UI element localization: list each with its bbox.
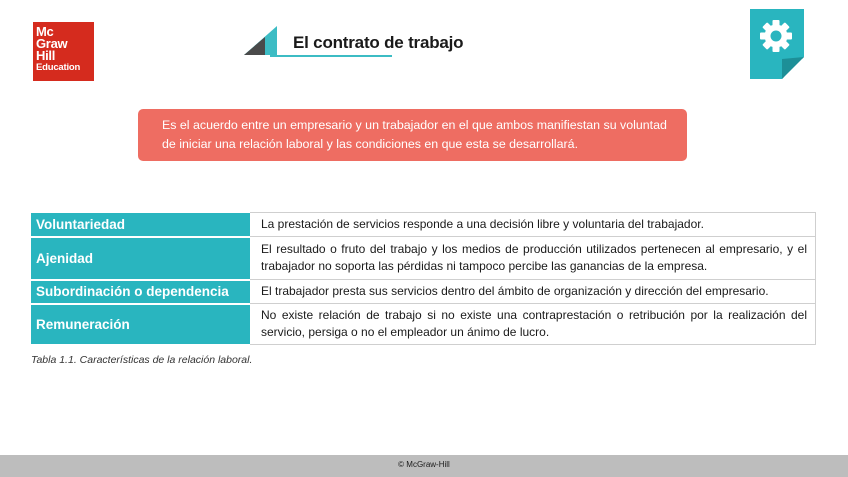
logo-line-4: Education (36, 62, 81, 73)
table-caption: Tabla 1.1. Características de la relación laboral. (31, 354, 253, 366)
row-definition: El resultado o fruto del trabajo y los medios de producción utilizados pertenecen al empresario, y el trabajador no soporta las pérdidas ni tampoco percibe las ganancias de la empresa. (250, 237, 816, 280)
row-term: Remuneración (31, 304, 250, 345)
title-decoration-icon (241, 25, 281, 57)
characteristics-table (31, 212, 816, 346)
row-term: Ajenidad (31, 237, 250, 280)
row-term: Voluntariedad (31, 213, 250, 237)
logo-line-3: Hill (36, 48, 56, 63)
row-definition: El trabajador presta sus servicios dentro del ámbito de organización y dirección del empresario. (250, 280, 816, 304)
row-definition: No existe relación de trabajo si no existe una contraprestación o retribución por la realización del servicio, persiga o no el empleador un ánimo de lucro. (250, 304, 816, 345)
logo-line-2: Graw (36, 36, 68, 51)
table-row (31, 280, 816, 304)
table-row (31, 304, 816, 345)
table-row (31, 213, 816, 237)
callout-text: Es el acuerdo entre un empresario y un trabajador en el que ambos manifiestan su voluntad de iniciar una relación laboral y las condiciones en que esta se desarrollará. (162, 118, 667, 151)
logo-line-1: Mc (36, 24, 54, 39)
row-definition: La prestación de servicios responde a una decisión libre y voluntaria del trabajador. (250, 213, 816, 237)
mcgraw-hill-logo (33, 22, 94, 81)
title-underline (270, 55, 392, 57)
row-term: Subordinación o dependencia (31, 280, 250, 304)
gear-icon (750, 9, 804, 79)
copyright-text: © McGraw-Hill (398, 460, 450, 469)
definition-callout (138, 109, 687, 161)
table-row (31, 237, 816, 280)
page-title: El contrato de trabajo (293, 33, 464, 52)
footer-bar (0, 455, 848, 477)
